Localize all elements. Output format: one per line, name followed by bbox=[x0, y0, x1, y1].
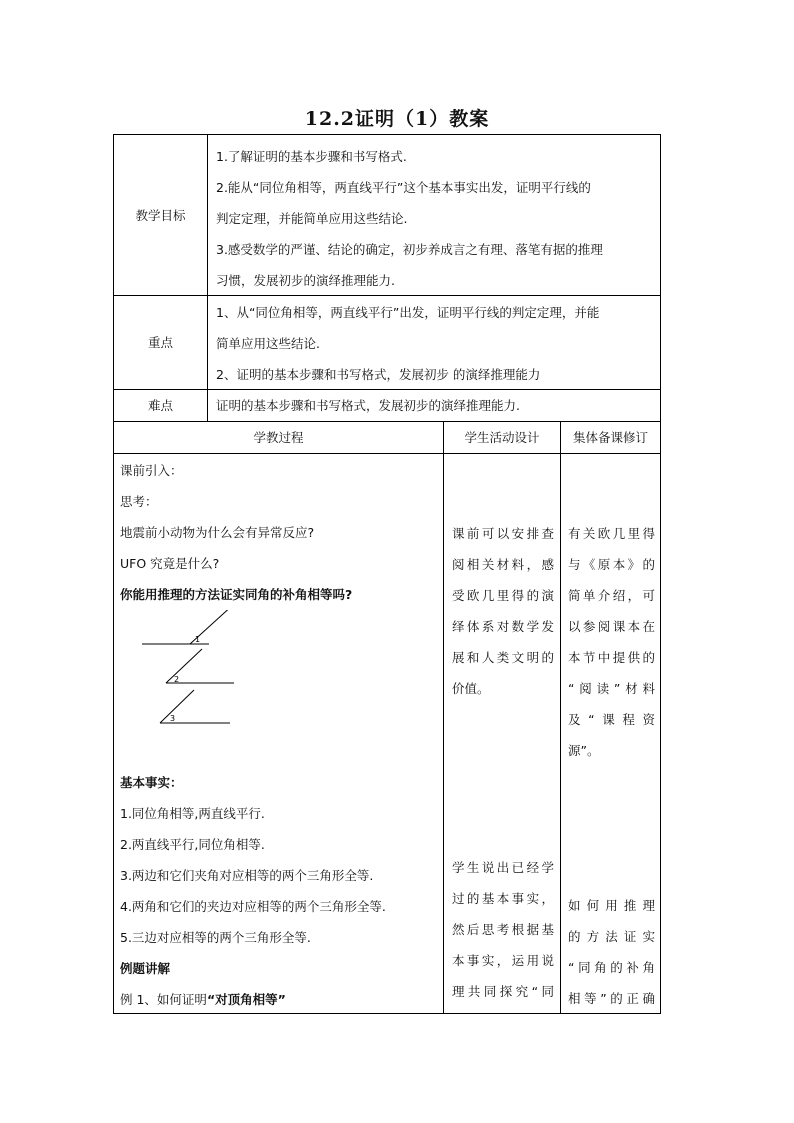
example-1-topic: “对顶角相等” bbox=[206, 992, 286, 1007]
activity-line: 课前可以安排查 bbox=[452, 526, 554, 541]
column-header-activity: 学生活动设计 bbox=[443, 421, 561, 454]
revision-column bbox=[560, 453, 661, 1014]
revision-line: 与《原本》的 bbox=[568, 557, 655, 572]
revision-line: 本节中提供的 bbox=[568, 650, 655, 665]
example-1-prefix: 例 1、如何证明 bbox=[120, 992, 207, 1007]
fact-line: 4.两角和它们的夹边对应相等的两个三角形全等. bbox=[120, 899, 386, 914]
objective-line: 习惯，发展初步的演绎推理能力. bbox=[216, 273, 395, 288]
activity-line: 过的基本事实， bbox=[452, 891, 554, 906]
revision-line: 以参阅课本在 bbox=[568, 619, 655, 634]
activity-line: 受欧几里得的演 bbox=[452, 588, 554, 603]
revision-line: 的方法证实 bbox=[568, 929, 655, 944]
activity-block-2 bbox=[452, 852, 554, 1007]
activity-line: 阅相关材料，感 bbox=[452, 557, 554, 572]
page-title: 12.2证明（1）教案 bbox=[304, 108, 490, 130]
objective-line: 判定定理，并能简单应用这些结论. bbox=[216, 211, 408, 226]
question-line: 地震前小动物为什么会有异常反应? bbox=[120, 525, 315, 540]
revision-block-2 bbox=[568, 890, 655, 1014]
objective-line: 2.能从“同位角相等，两直线平行”这个基本事实出发，证明平行线的 bbox=[216, 180, 591, 195]
key-point-line: 1、从“同位角相等，两直线平行”出发，证明平行线的判定定理，并能 bbox=[216, 305, 600, 320]
angle-label-2: 2 bbox=[174, 675, 180, 684]
revision-line: “同角的补角 bbox=[568, 960, 655, 975]
objective-line: 1.了解证明的基本步骤和书写格式. bbox=[216, 149, 407, 164]
revision-block-1 bbox=[568, 518, 655, 766]
difficulties-content: 证明的基本步骤和书写格式，发展初步的演绎推理能力. bbox=[207, 389, 661, 422]
activity-line: 然后思考根据基 bbox=[452, 922, 554, 937]
activity-line: 价值。 bbox=[452, 681, 490, 696]
key-points-label: 重点 bbox=[113, 295, 208, 390]
activity-line: 本事实，运用说 bbox=[452, 953, 554, 968]
examples-title: 例题讲解 bbox=[120, 961, 171, 976]
intro-text: 课前引入： bbox=[120, 463, 183, 478]
revision-line: 如何用推理 bbox=[568, 898, 655, 913]
example-1 bbox=[120, 984, 443, 1015]
objectives-label: 教学目标 bbox=[113, 134, 208, 296]
question-line-bold: 你能用推理的方法证实同角的补角相等吗? bbox=[120, 587, 353, 602]
column-header-process: 学教过程 bbox=[113, 421, 444, 454]
basic-facts-title: 基本事实： bbox=[120, 775, 183, 790]
column-header-revision: 集体备课修订 bbox=[560, 421, 661, 454]
activity-block-1 bbox=[452, 518, 554, 704]
fact-line: 3.两边和它们夹角对应相等的两个三角形全等. bbox=[120, 868, 374, 883]
key-point-line: 2、证明的基本步骤和书写格式，发展初步 的演绎推理能力 bbox=[216, 367, 541, 382]
difficulties-label: 难点 bbox=[113, 389, 208, 422]
lesson-plan-table bbox=[113, 134, 661, 1014]
angle-label-3: 3 bbox=[170, 714, 176, 723]
activity-column bbox=[443, 453, 561, 1014]
process-column bbox=[113, 453, 444, 1014]
angle-diagram bbox=[120, 610, 440, 767]
question-line: UFO 究竟是什么? bbox=[120, 556, 220, 571]
revision-line: 有关欧几里得 bbox=[568, 526, 655, 541]
objectives-content bbox=[207, 134, 661, 296]
objective-line: 3.感受数学的严谨、结论的确定，初步养成言之有理、落笔有据的推理 bbox=[216, 242, 603, 257]
fact-line: 5.三边对应相等的两个三角形全等. bbox=[120, 930, 311, 945]
revision-line: 及“课程资 bbox=[568, 712, 655, 727]
activity-line: 理共同探究“同 bbox=[452, 984, 554, 999]
activity-line: 学生说出已经学 bbox=[452, 860, 554, 875]
think-text: 思考： bbox=[120, 494, 158, 509]
fact-line: 2.两直线平行,同位角相等. bbox=[120, 837, 265, 852]
revision-line: 简单介绍，可 bbox=[568, 588, 655, 603]
fact-line: 1.同位角相等,两直线平行. bbox=[120, 806, 265, 821]
activity-line: 绎体系对数学发 bbox=[452, 619, 554, 634]
key-points-content bbox=[207, 295, 661, 390]
revision-line: 相等”的正确 bbox=[568, 991, 655, 1006]
parallel-lines-diagram bbox=[134, 610, 264, 767]
key-point-line: 简单应用这些结论. bbox=[216, 336, 320, 351]
revision-line: 源”。 bbox=[568, 743, 600, 758]
revision-line: “阅读”材料 bbox=[568, 681, 655, 696]
angle-label-1: 1 bbox=[195, 635, 201, 644]
activity-line: 展和人类文明的 bbox=[452, 650, 554, 665]
